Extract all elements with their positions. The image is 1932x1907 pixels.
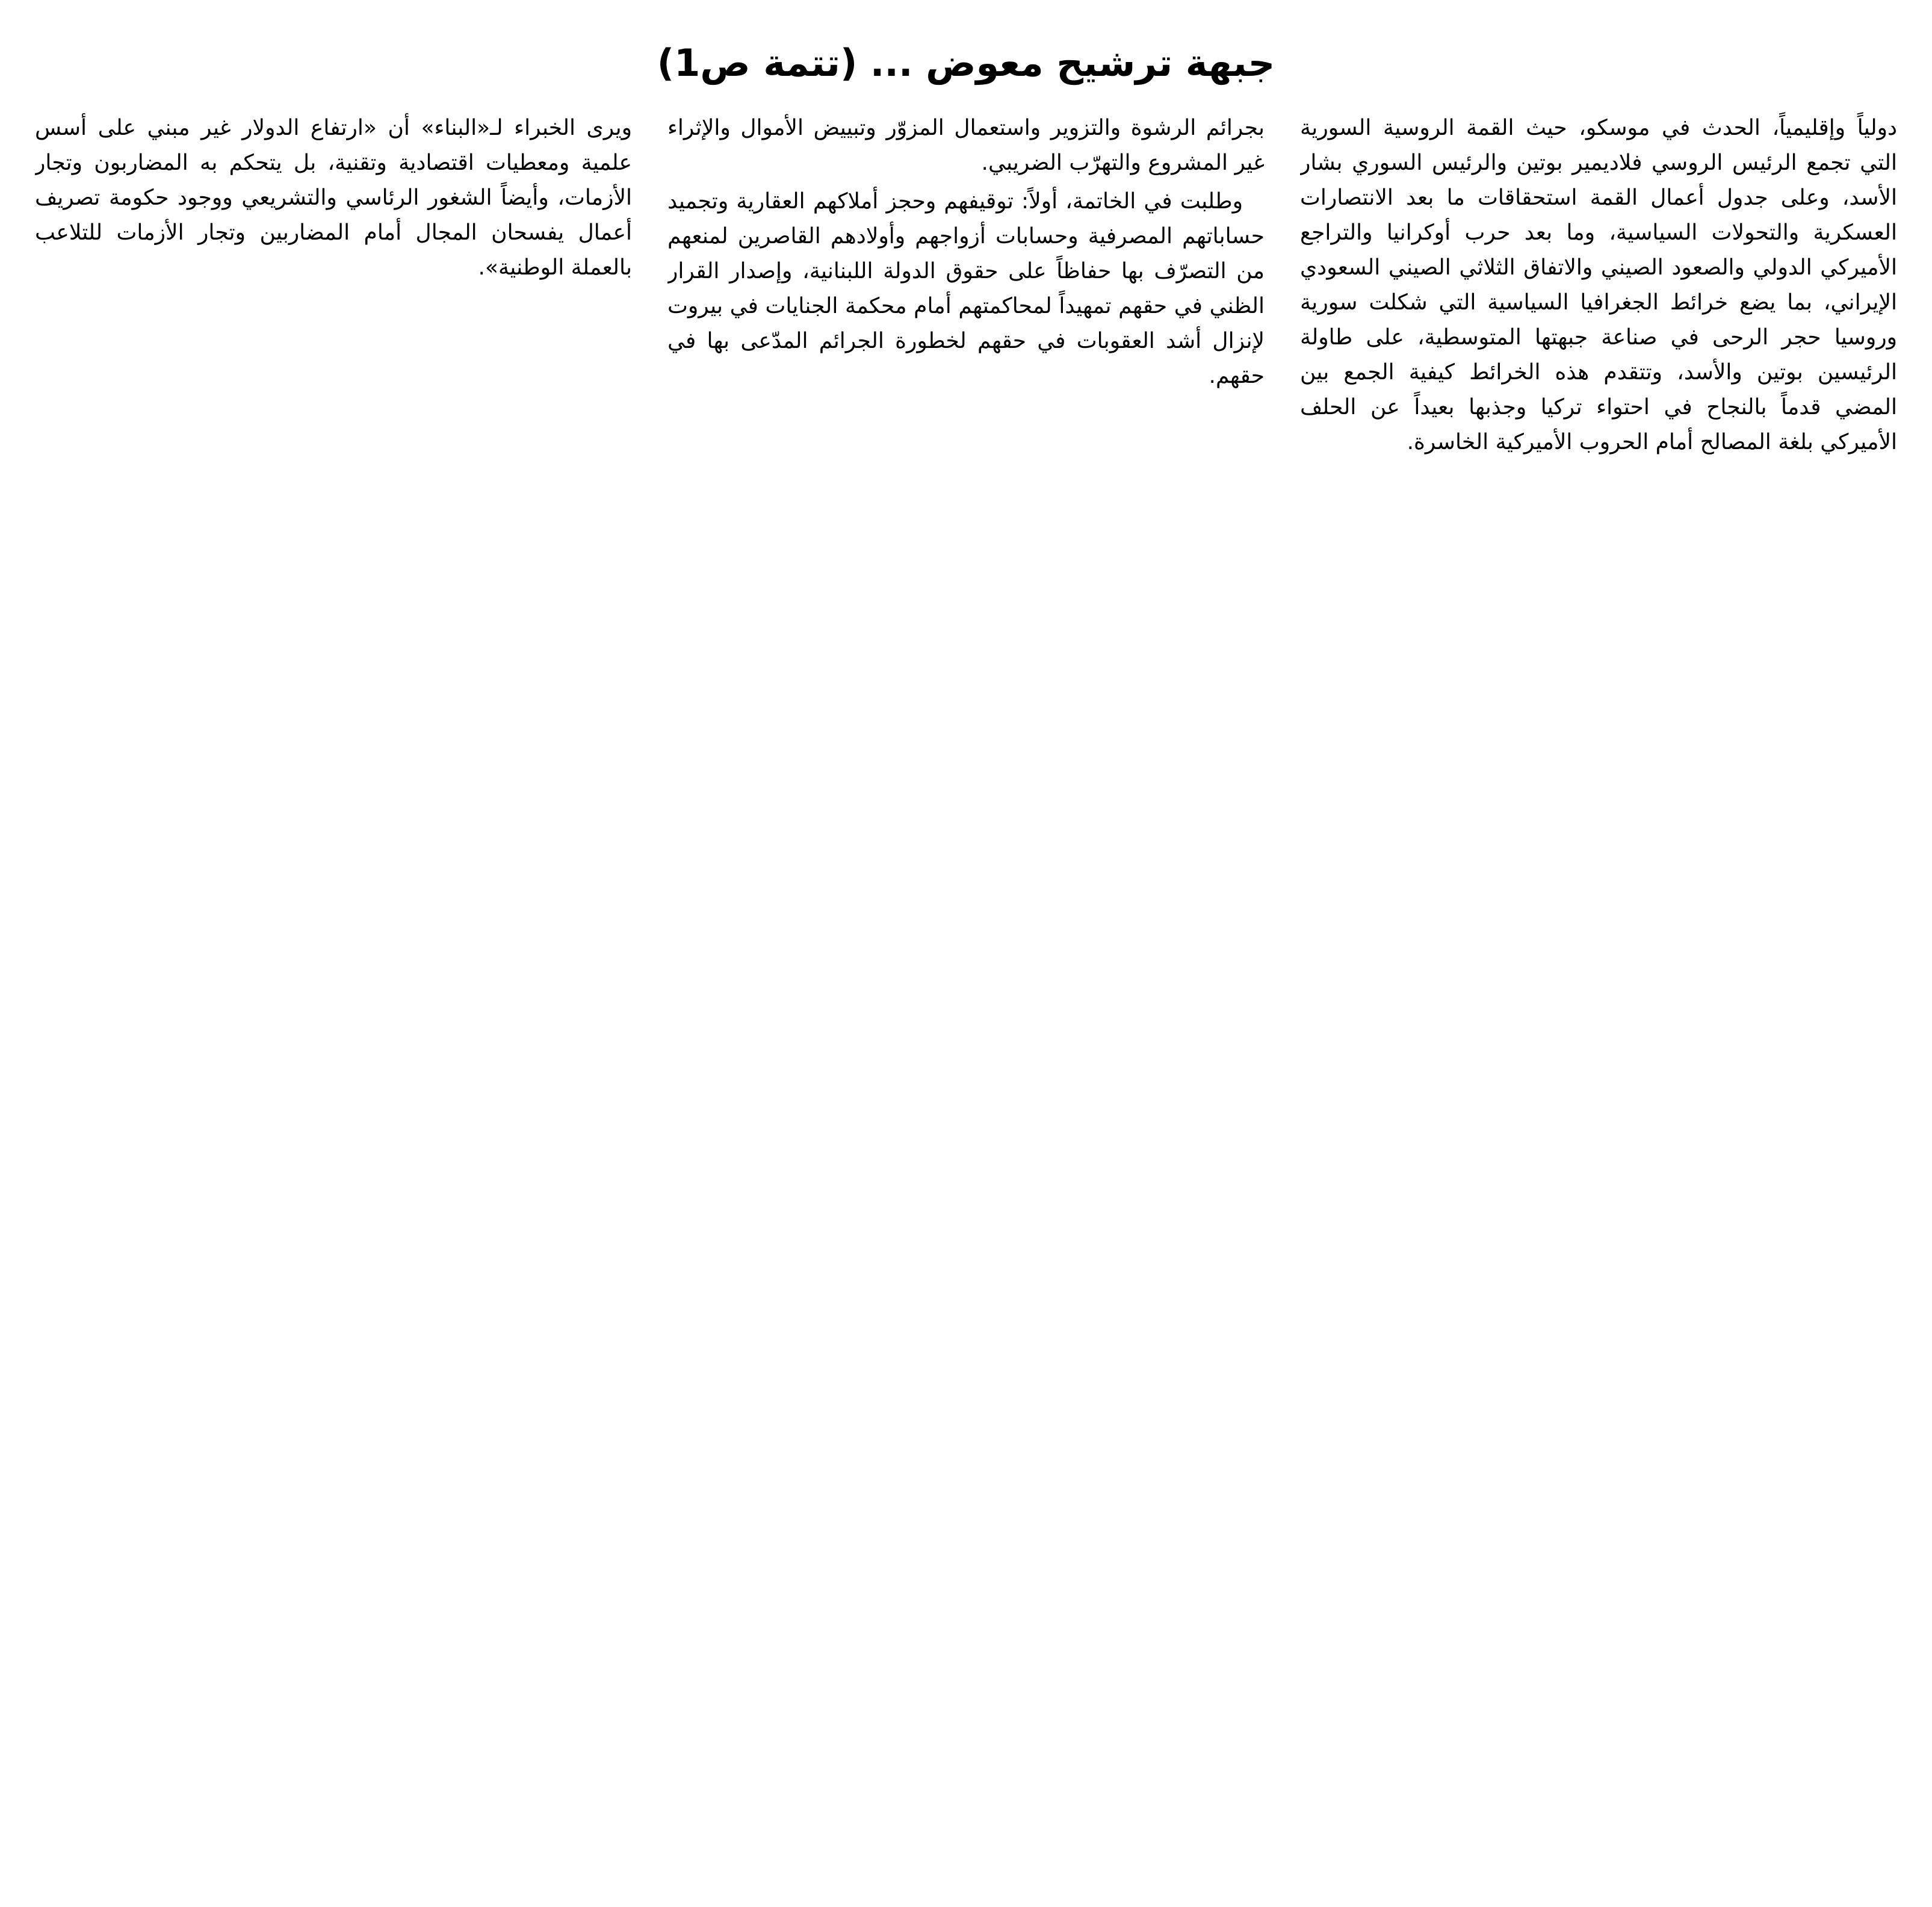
article-columns	[35, 111, 1897, 1868]
article-column-middle	[667, 111, 1265, 1868]
headline: جبهة ترشيح معوض ... (تتمة ص1)	[657, 41, 1275, 85]
article-paragraph: ويرى الخبراء لـ«البناء» أن «ارتفاع الدولار غير مبني على أسس علمية ومعطيات اقتصادية وتقنية، بل يتحكم به المضاربون وتجار الأزمات، وأيضاً الشغور الرئاسي والتشريعي ووجود حكومة تصريف أعمال يفسحان المجال أمام المضاربين وتجار الأزمات للتلاعب بالعملة الوطنية».	[35, 116, 632, 280]
article-column-right	[1300, 111, 1897, 1868]
article-column-left	[35, 111, 632, 1868]
article-paragraph: دولياً وإقليمياً، الحدث في موسكو، حيث القمة الروسية السورية التي تجمع الرئيس الروسي فلاديمير بوتين والرئيس السوري بشار الأسد، وعلى جدول أعمال القمة استحقاقات ما بعد الانتصارات العسكرية والتحولات السياسية، وما بعد حرب أوكرانيا والتراجع الأميركي الدولي والصعود الصيني والاتفاق الثلاثي الصيني السعودي الإيراني، بما يضع خرائط الجغرافيا السياسية التي شكلت سورية وروسيا حجر الرحى في صناعة جبهتها المتوسطية، على طاولة الرئيسين بوتين والأسد، وتتقدم هذه الخرائط كيفية الجمع بين المضي قدماً بالنجاح في احتواء تركيا وجذبها بعيداً عن الحلف الأميركي بلغة المصالح أمام الحروب الأميركية الخاسرة.	[1300, 116, 1897, 454]
article-paragraph: وطلبت في الخاتمة، أولاً: توقيفهم وحجز أملاكهم العقارية وتجميد حساباتهم المصرفية وحسابات أزواجهم وأولادهم القاصرين لمنعهم من التصرّف بها حفاظاً على حقوق الدولة اللبنانية، وإصدار القرار الظني في حقهم تمهيداً لمحاكمتهم أمام محكمة الجنايات في بيروت لإنزال أشد العقوبات في حقهم لخطورة الجرائم المدّعى بها في حقهم.	[667, 189, 1265, 388]
article-paragraph: بجرائم الرشوة والتزوير واستعمال المزوّر وتبييض الأموال والإثراء غير المشروع والتهرّب الضريبي.	[667, 116, 1265, 175]
